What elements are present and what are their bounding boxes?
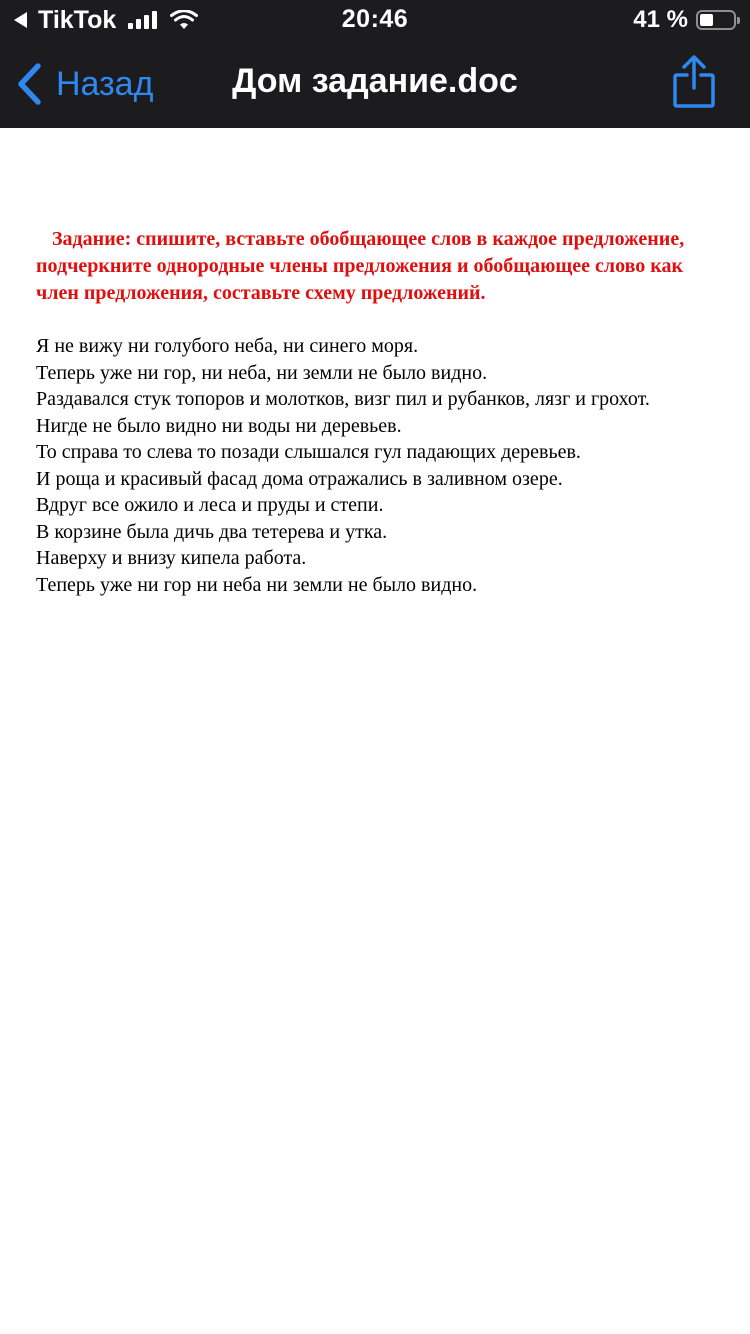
sentence-line: Наверху и внизу кипела работа. — [36, 547, 307, 569]
sentence-line: Я не вижу ни голубого неба, ни синего моря. — [36, 335, 419, 357]
sentence-line: Нигде не было видно ни воды ни деревьев. — [36, 414, 402, 437]
sentence-line: То справа то слева то позади слышался гул падающих деревьев. — [36, 441, 581, 463]
task-text: Задание: спишите, вставьте обобщающее слов в каждое предложение, подчеркните однородные члены предложения и обобщающее слово как член предложения, составьте схему предложений. — [36, 228, 685, 304]
battery-cap — [737, 17, 740, 24]
status-right — [633, 6, 736, 34]
status-bar — [0, 0, 750, 40]
battery-fill — [700, 14, 713, 26]
sentence-line: Раздавался стук топоров и молотков, визг пил и рубанков, лязг и грохот. — [36, 388, 650, 410]
document-title: Дом задание.doc — [232, 62, 518, 100]
sentence-line: И роща и красивый фасад дома отражались в заливном озере. — [36, 467, 563, 490]
sentence-line: Вдруг все ожило и леса и пруды и степи. — [36, 494, 384, 516]
sentence-list — [36, 333, 686, 598]
document-body — [36, 226, 686, 598]
back-label: Назад — [56, 64, 154, 103]
battery-percent: 41 % — [633, 6, 688, 33]
back-app-label[interactable]: TikTok — [38, 5, 117, 34]
sentence-line: Теперь уже ни гор ни неба ни земли не было видно. — [36, 573, 478, 596]
sentence-line: В корзине была дичь два тетерева и утка. — [36, 520, 388, 543]
share-icon[interactable] — [672, 54, 716, 110]
sentence-line: Теперь уже ни гор, ни неба, ни земли не было видно. — [36, 361, 488, 384]
nav-bar — [0, 40, 750, 128]
status-time: 20:46 — [341, 5, 409, 33]
battery-icon — [696, 10, 736, 30]
